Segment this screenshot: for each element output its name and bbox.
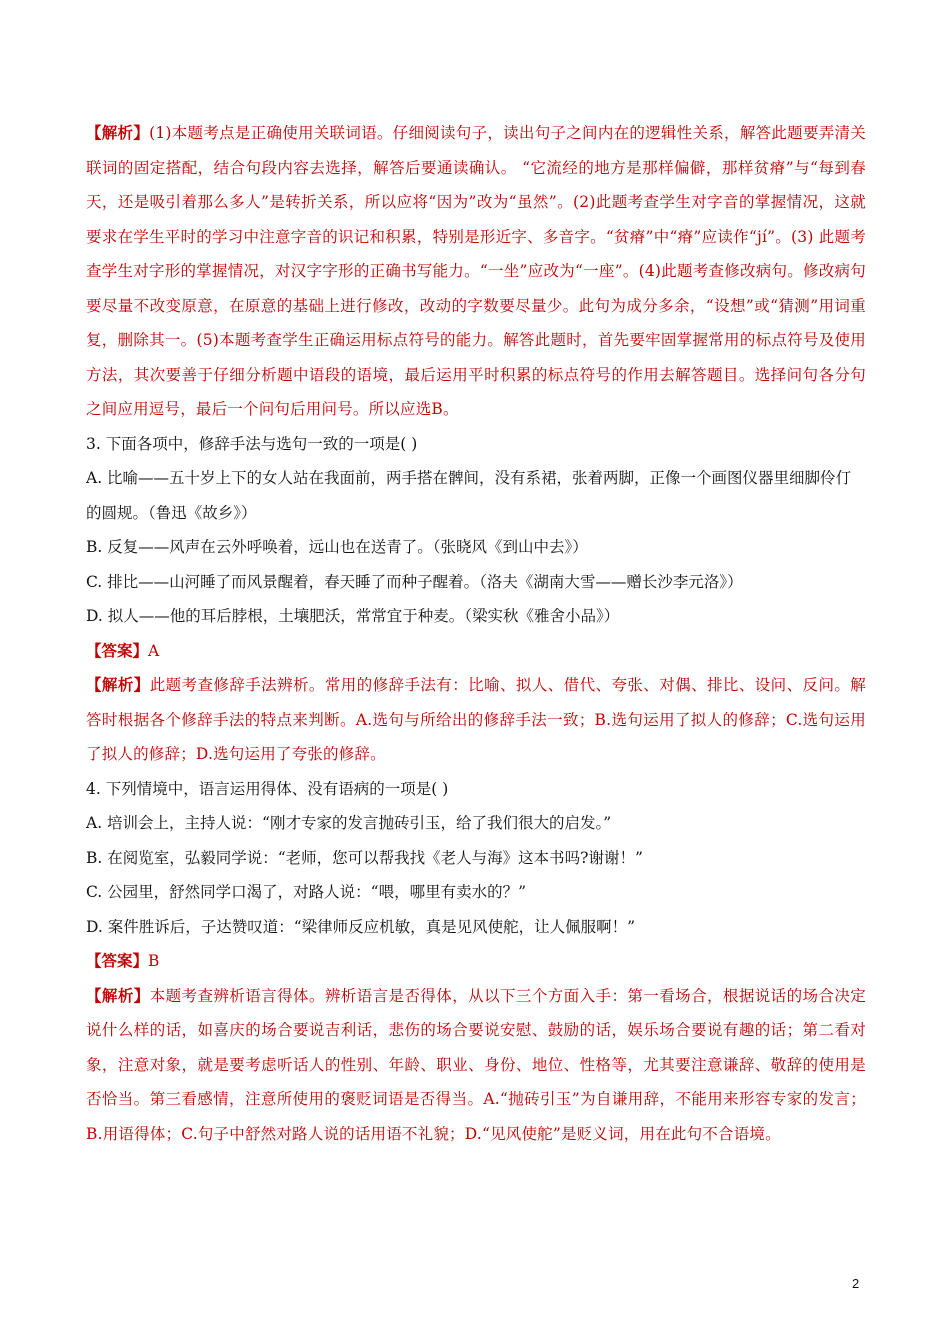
question-4-option-a: A. 培训会上，主持人说：“刚才专家的发言抛砖引玉，给了我们很大的启发。” (86, 814, 612, 832)
document-content (86, 116, 866, 1151)
question-4-option-b: B. 在阅览室，弘毅同学说：“老师，您可以帮我找《老人与海》这本书吗?谢谢！” (86, 848, 643, 867)
question-3-option-a: A. 比喻——五十岁上下的女人站在我面前，两手搭在髀间，没有系裙，张着两脚，正像一个画图仪器里细脚伶仃的圆规。（鲁迅《故乡》） (86, 469, 852, 522)
analysis-label: 【解析】 (86, 985, 150, 1005)
answer-label: 【答案】 (86, 951, 149, 970)
analysis-text: (1)本题考点是正确使用关联词语。仔细阅读句子，读出句子之间内在的逻辑性关系，解答此题要弄清关联词的固定搭配，结合句段内容去选择，解答后要通读确认。 “它流经的地方是那样偏僻，那样贫瘠”与“每到春天，还是吸引着那么多人”是转折关系，所以应将“因为”改为“虽然”。(2)此题考查学生对字音的掌握情况，这就要求在学生平时的学习中注意字音的识记和积累，特别是形近字、多音字。“贫瘠”中“瘠”应读作“jí”。(3) 此题考查学生对字形的掌握情况，对汉字字形的正确书写能力。“一坐”应改为“一座”。(4)此题考查修改病句。修改病句要尽量不改变原意，在原意的基础上进行修改，改动的字数要尽量少。此句为成分多余，“设想”或“猜测”用词重复，删除其一。(5)本题考查学生正确运用标点符号的能力。解答此题时，首先要牢固掌握常用的标点符号及使用方法，其次要善于仔细分析题中语段的语境，最后运用平时积累的标点符号的作用去解答题目。选择问句各分句之间应用逗号，最后一个问句后用问号。所以应选B。 (86, 124, 866, 418)
question-4-stem: 4. 下列情境中，语言运用得体、没有语病的一项是( ) (86, 779, 449, 798)
analysis-block-q2 (86, 116, 866, 427)
question-3-option-b: B. 反复——风声在云外呼唤着，远山也在送青了。（张晓风《到山中去》） (86, 538, 588, 556)
question-3-option-d: D. 拟人——他的耳后脖根，土壤肥沃，常常宜于种麦。（梁实秋《雅舍小品》） (86, 607, 620, 625)
analysis-text: 本题考查辨析语言得体。辨析语言是否得体，从以下三个方面入手：第一看场合，根据说话的场合决定说什么样的话，如喜庆的场合要说吉利话，悲伤的场合要说安慰、鼓励的话，娱乐场合要说有趣的话；第二看对象，注意对象，就是要考虑听话人的性别、年龄、职业、身份、地位、性格等，尤其要注意谦辞、敬辞的使用是否恰当。第三看感情，注意所使用的褒贬词语是否得当。A.“抛砖引玉”为自谦用辞，不能用来形容专家的发言；B.用语得体；C.句子中舒然对路人说的话用语不礼貌；D.“见风使舵”是贬义词，用在此句不合语境。 (86, 986, 866, 1143)
answer-value: A (148, 641, 160, 660)
answer-label: 【答案】 (86, 640, 149, 660)
question-3-stem: 3. 下面各项中，修辞手法与选句一致的一项是( ) (86, 434, 418, 453)
question-3-option-c: C. 排比——山河睡了而风景醒着，春天睡了而种子醒着。（洛夫《湖南大雪——赠长沙李元洛》） (86, 572, 743, 591)
page-number: 2 (852, 1276, 860, 1291)
analysis-label: 【解析】 (86, 675, 150, 694)
analysis-label: 【解析】 (86, 123, 150, 142)
question-4-analysis (86, 979, 866, 1152)
question-4-option-d: D. 案件胜诉后，子达赞叹道：“梁律师反应机敏，真是见风使舵，让人佩服啊！” (86, 917, 636, 936)
question-3-analysis (86, 668, 866, 772)
question-3-answer (86, 634, 866, 669)
question-4-option-c: C. 公园里，舒然同学口渴了，对路人说：“喂，哪里有卖水的？” (86, 883, 527, 901)
answer-value: B (148, 952, 160, 970)
question-4-answer (86, 944, 866, 979)
analysis-text: 此题考查修辞手法辨析。常用的修辞手法有：比喻、拟人、借代、夸张、对偶、排比、设问、反问。解答时根据各个修辞手法的特点来判断。A.选句与所给出的修辞手法一致；B.选句运用了拟人的修辞；C.选句运用了拟人的修辞；D.选句运用了夸张的修辞。 (86, 676, 866, 763)
